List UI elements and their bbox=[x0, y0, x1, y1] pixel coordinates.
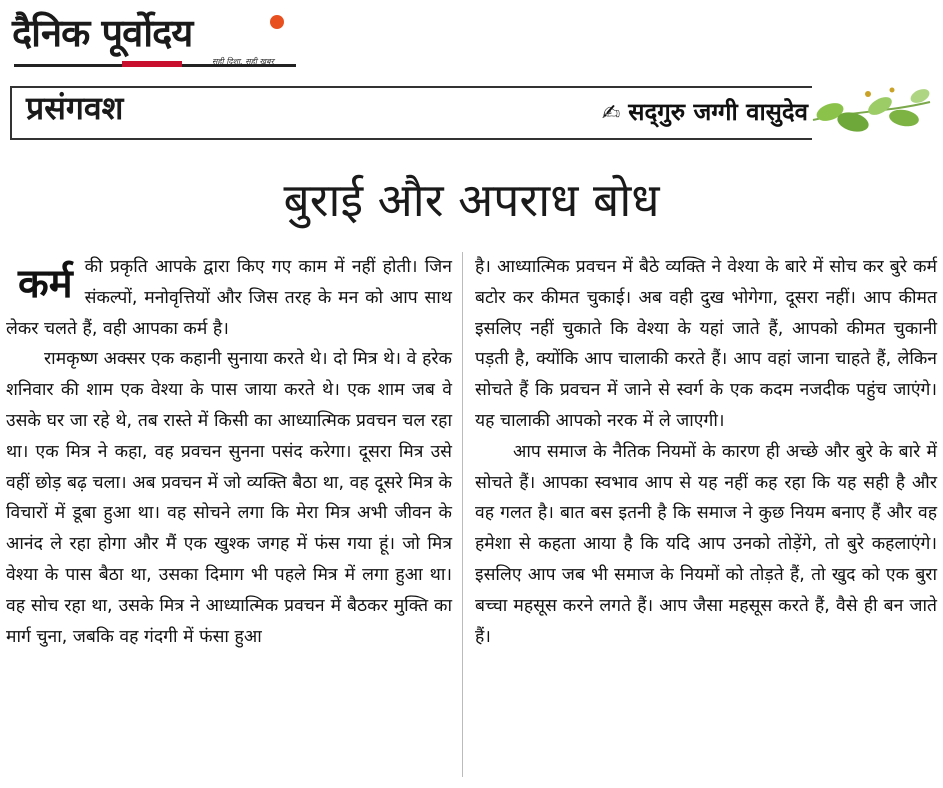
article-column-right bbox=[475, 252, 937, 652]
dropcap: कर्म bbox=[18, 261, 73, 307]
paragraph: रामकृष्ण अक्सर एक कहानी सुनाया करते थे। दो मित्र थे। वे हरेक शनिवार की शाम एक वेश्या के पास जाया करते थे। एक शाम जब वे उसके घर जा रहे थे, तब रास्ते में किसी का आध्यात्मिक प्रवचन चल रहा था। एक मित्र ने कहा, वह प्रवचन सुनना पसंद करेगा। दूसरा मित्र उसे वहीं छोड़ बढ़ चला। अब प्रवचन में जो व्यक्ति बैठा था, वह दूसरे मित्र के विचारों में डूबा हुआ था। वह सोचने लगा कि मेरा मित्र अभी जीवन के आनंद ले रहा होगा और मैं एक खुश्क जगह में फंस गया हूं। जो मित्र वेश्या के पास बैठा था, उसका दिमाग भी पहले मित्र में लगा हुआ था। वह सोच रहा था, उसके मित्र ने आध्यात्मिक प्रवचन में बैठकर मुक्ति का मार्ग चुना, जबकि वह गंदगी में फंसा हुआ bbox=[6, 349, 452, 647]
leaf-decoration-icon bbox=[808, 82, 933, 140]
author-name: सद्‌गुरु जग्गी वासुदेव bbox=[628, 98, 808, 126]
paragraph: की प्रकृति आपके द्वारा किए गए काम में नहीं होती। जिन संकल्पों, मनोवृत्तियों और जिस तरह के मन को आप साथ लेकर चलते हैं, वही आपका कर्म है। bbox=[6, 257, 452, 339]
author-byline bbox=[602, 95, 808, 128]
section-title: प्रसंगवश bbox=[26, 89, 124, 127]
newspaper-name: दैनिक पूर्वोदय bbox=[12, 11, 193, 55]
article-headline: बुराई और अपराध बोध bbox=[283, 173, 660, 227]
newspaper-tagline: सही दिशा, सही खबर bbox=[212, 57, 274, 66]
logo-dot-icon bbox=[270, 15, 284, 29]
masthead bbox=[12, 6, 312, 72]
paragraph: है। आध्यात्मिक प्रवचन में बैठे व्यक्ति ने वेश्या के बारे में सोच कर बुरे कर्म बटोर कर कीमत चुकाई। अब वही दुख भोगेगा, दूसरा नहीं। आप कीमत इसलिए नहीं चुकाते कि वेश्या के यहां जाते हैं, आपको कीमत चुकानी पड़ती है, क्योंकि आप चालाकी करते हैं। आप वहां जाना चाहते हैं, लेकिन सोचते हैं कि प्रवचन में जाने से स्वर्ग के एक कदम नजदीक पहुंच जाएंगे। यह चालाकी आपको नरक में ले जाएगी। bbox=[475, 257, 937, 431]
masthead-red-bar bbox=[122, 61, 182, 67]
paragraph: आप समाज के नैतिक नियमों के कारण ही अच्छे और बुरे के बारे में सोचते हैं। आपका स्वभाव आप से यह नहीं कह रहा कि यह सही है और वह गलत है। बात बस इतनी है कि समाज ने कुछ नियम बनाए हैं और वह हमेशा से कहता आया है कि यदि आप उनको तोड़ेंगे, तो बुरे कहलाएंगे। इसलिए आप जब भी समाज के नियमों को तोड़ते हैं, तो खुद को एक बुरा बच्चा महसूस करने लगते हैं। आप जैसा महसूस करते हैं, वैसे ही बन जाते हैं। bbox=[475, 441, 937, 647]
column-divider bbox=[462, 252, 463, 777]
article-column-left bbox=[6, 252, 452, 652]
section-bar bbox=[10, 86, 810, 136]
pen-icon: ✍ bbox=[601, 101, 621, 126]
